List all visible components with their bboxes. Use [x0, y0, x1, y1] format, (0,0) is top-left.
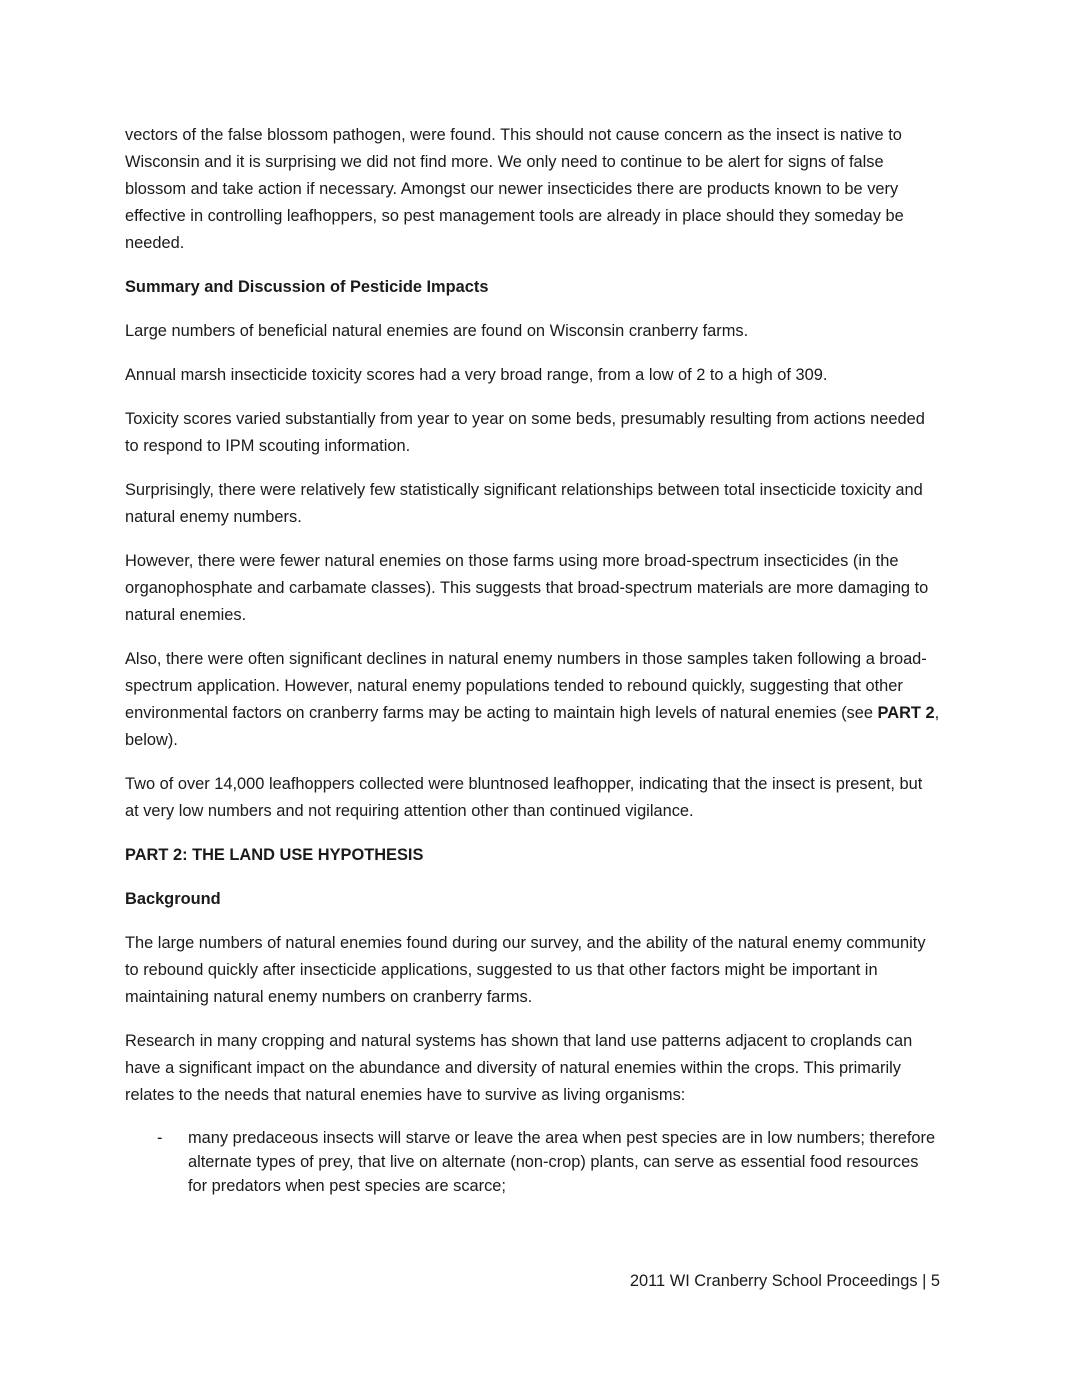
paragraph-natural-enemies: Large numbers of beneficial natural enemies are found on Wisconsin cranberry farms.	[125, 322, 749, 340]
paragraph-bluntnosed-leafhopper: Two of over 14,000 leafhoppers collected were bluntnosed leafhopper, indicating that the insect is present, but at very low numbers and not requiring attention other than continued vigilance.	[125, 775, 923, 820]
subheading-background: Background	[125, 890, 221, 908]
paragraph-broad-spectrum: However, there were fewer natural enemies on those farms using more broad-spectrum insecticides (in the organophosphate and carbamate classes). This suggests that broad-spectrum materials are more damaging to natural enemies.	[125, 552, 929, 624]
bullet-list	[125, 1126, 940, 1198]
paragraph-research: Research in many cropping and natural systems has shown that land use patterns adjacent to croplands can have a significant impact on the abundance and diversity of natural enemies within the crops. This primarily relates to the needs that natural enemies have to survive as living organisms:	[125, 1032, 913, 1104]
part2-reference: PART 2	[877, 704, 935, 722]
bullet-marker: -	[157, 1129, 163, 1147]
list-item	[125, 1126, 940, 1198]
section-heading-pesticide-impacts: Summary and Discussion of Pesticide Impacts	[125, 278, 489, 296]
document-body	[125, 122, 940, 1198]
paragraph-declines-text: Also, there were often significant declines in natural enemy numbers in those samples taken following a broad-spectrum application. However, natural enemy populations tended to rebound quickly, suggesting that other environmental factors on cranberry farms may be acting to maintain high levels of natural enemies (see	[125, 650, 927, 722]
paragraph-survey-findings: The large numbers of natural enemies found during our survey, and the ability of the natural enemy community to rebound quickly after insecticide applications, suggested to us that other factors might be important in maintaining natural enemy numbers on cranberry farms.	[125, 934, 926, 1006]
section-heading-part2: PART 2: THE LAND USE HYPOTHESIS	[125, 846, 424, 864]
paragraph-false-blossom: vectors of the false blossom pathogen, were found. This should not cause concern as the insect is native to Wisconsin and it is surprising we did not find more. We only need to continue to be alert for signs of false blossom and take action if necessary. Amongst our newer insecticides there are products known to be very effective in controlling leafhoppers, so pest management tools are already in place should they someday be needed.	[125, 126, 904, 252]
paragraph-toxicity-range: Annual marsh insecticide toxicity scores had a very broad range, from a low of 2 to a high of 309.	[125, 366, 828, 384]
paragraph-declines-tail: , below).	[125, 704, 940, 749]
paragraph-declines	[125, 646, 940, 754]
paragraph-toxicity-variation: Toxicity scores varied substantially from year to year on some beds, presumably resulting from actions needed to respond to IPM scouting information.	[125, 410, 925, 455]
page-footer: 2011 WI Cranberry School Proceedings | 5	[629, 1272, 940, 1290]
paragraph-relationships: Surprisingly, there were relatively few statistically significant relationships between total insecticide toxicity and natural enemy numbers.	[125, 481, 923, 526]
bullet-text: many predaceous insects will starve or leave the area when pest species are in low numbers; therefore alternate types of prey, that live on alternate (non-crop) plants, can serve as essential food resources for predators when pest species are scarce;	[188, 1129, 936, 1195]
